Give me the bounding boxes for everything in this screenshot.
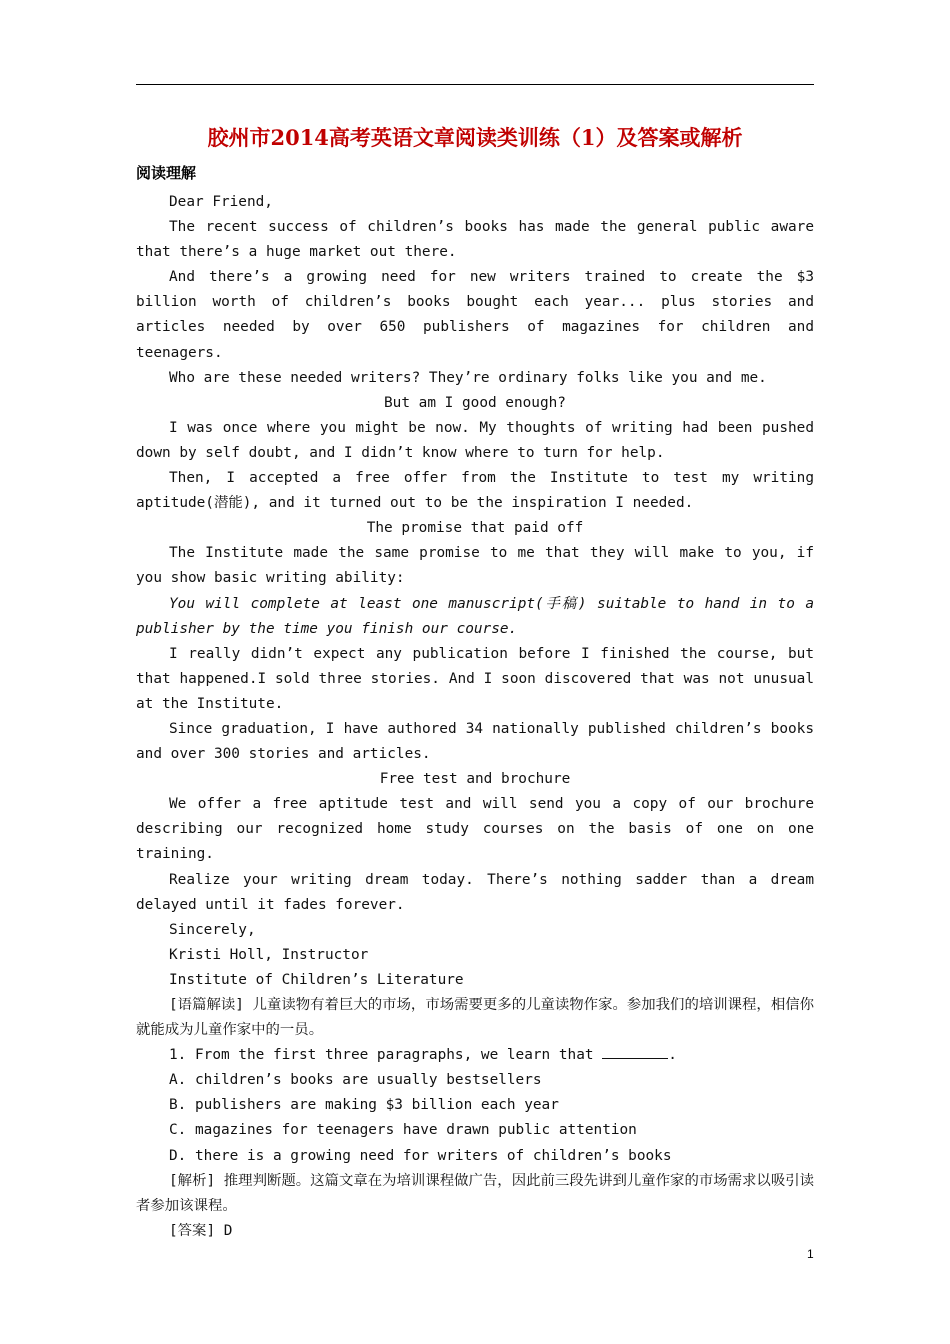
letter-subheading: The promise that paid off bbox=[366, 520, 584, 537]
option-b: B. publishers are making $3 billion each year bbox=[169, 1097, 559, 1114]
letter-paragraph: The recent success of children’s books has made the general public aware that there’s a huge market out there. bbox=[136, 219, 814, 261]
letter-paragraph: The Institute made the same promise to me that they will make to you, if you show basic writing ability: bbox=[136, 545, 814, 587]
letter-organization: Institute of Children’s Literature bbox=[169, 971, 464, 988]
option-a: A. children’s books are usually bestsellers bbox=[169, 1072, 542, 1089]
letter-subheading: But am I good enough? bbox=[384, 394, 566, 411]
letter-subheading: Free test and brochure bbox=[379, 771, 571, 788]
question-explanation: [解析] 推理判断题。这篇文章在为培训课程做广告，因此前三段先讲到儿童作家的市场需求以吸引读者参加该课程。 bbox=[136, 1172, 814, 1214]
question-stem bbox=[136, 1043, 814, 1068]
letter-paragraph: I was once where you might be now. My thoughts of writing had been pushed down by self doubt, and I didn’t know where to turn for help. bbox=[136, 419, 814, 461]
question-stem-end: . bbox=[668, 1047, 677, 1064]
question-stem-text: 1. From the first three paragraphs, we learn that bbox=[169, 1047, 594, 1064]
document-body bbox=[136, 190, 814, 1244]
page-number: 1 bbox=[807, 1247, 814, 1261]
letter-promise: You will complete at least one manuscript(手稿) suitable to hand in to a publisher by the time you finish our course. bbox=[136, 595, 814, 637]
letter-paragraph: Then, I accepted a free offer from the Institute to test my writing aptitude(潜能), and it turned out to be the inspiration I needed. bbox=[136, 470, 814, 512]
letter-paragraph: And there’s a growing need for new writers trained to create the $3 billion worth of children’s books bought each year... plus stories and articles needed by over 650 publishers of magazines for children and teenagers. bbox=[136, 269, 814, 361]
letter-paragraph: Since graduation, I have authored 34 nationally published children’s books and over 300 stories and articles. bbox=[136, 720, 814, 763]
passage-summary: [语篇解读] 儿童读物有着巨大的市场，市场需要更多的儿童读物作家。参加我们的培训课程，相信你就能成为儿童作家中的一员。 bbox=[136, 997, 814, 1039]
section-heading: 阅读理解 bbox=[136, 164, 197, 182]
letter-paragraph: I really didn’t expect any publication before I finished the course, but that happened.I sold three stories. And I soon discovered that was not unusual at the Institute. bbox=[136, 645, 814, 712]
letter-closing: Sincerely, bbox=[169, 921, 256, 938]
letter-paragraph: We offer a free aptitude test and will send you a copy of our brochure describing our recognized home study courses on the basis of one on one training. bbox=[136, 796, 814, 863]
question-answer: [答案] D bbox=[169, 1222, 233, 1239]
option-c: C. magazines for teenagers have drawn public attention bbox=[169, 1122, 637, 1139]
letter-paragraph: Who are these needed writers? They’re ordinary folks like you and me. bbox=[169, 369, 767, 386]
page-title: 胶州市2014高考英语文章阅读类训练（1）及答案或解析 bbox=[207, 125, 743, 150]
letter-greeting: Dear Friend, bbox=[169, 194, 273, 210]
option-d: D. there is a growing need for writers of children’s books bbox=[169, 1147, 672, 1164]
letter-paragraph: Realize your writing dream today. There’s nothing sadder than a dream delayed until it fades forever. bbox=[136, 871, 814, 913]
answer-blank bbox=[602, 1044, 668, 1059]
header-rule bbox=[136, 84, 814, 85]
letter-signer: Kristi Holl, Instructor bbox=[169, 946, 369, 963]
